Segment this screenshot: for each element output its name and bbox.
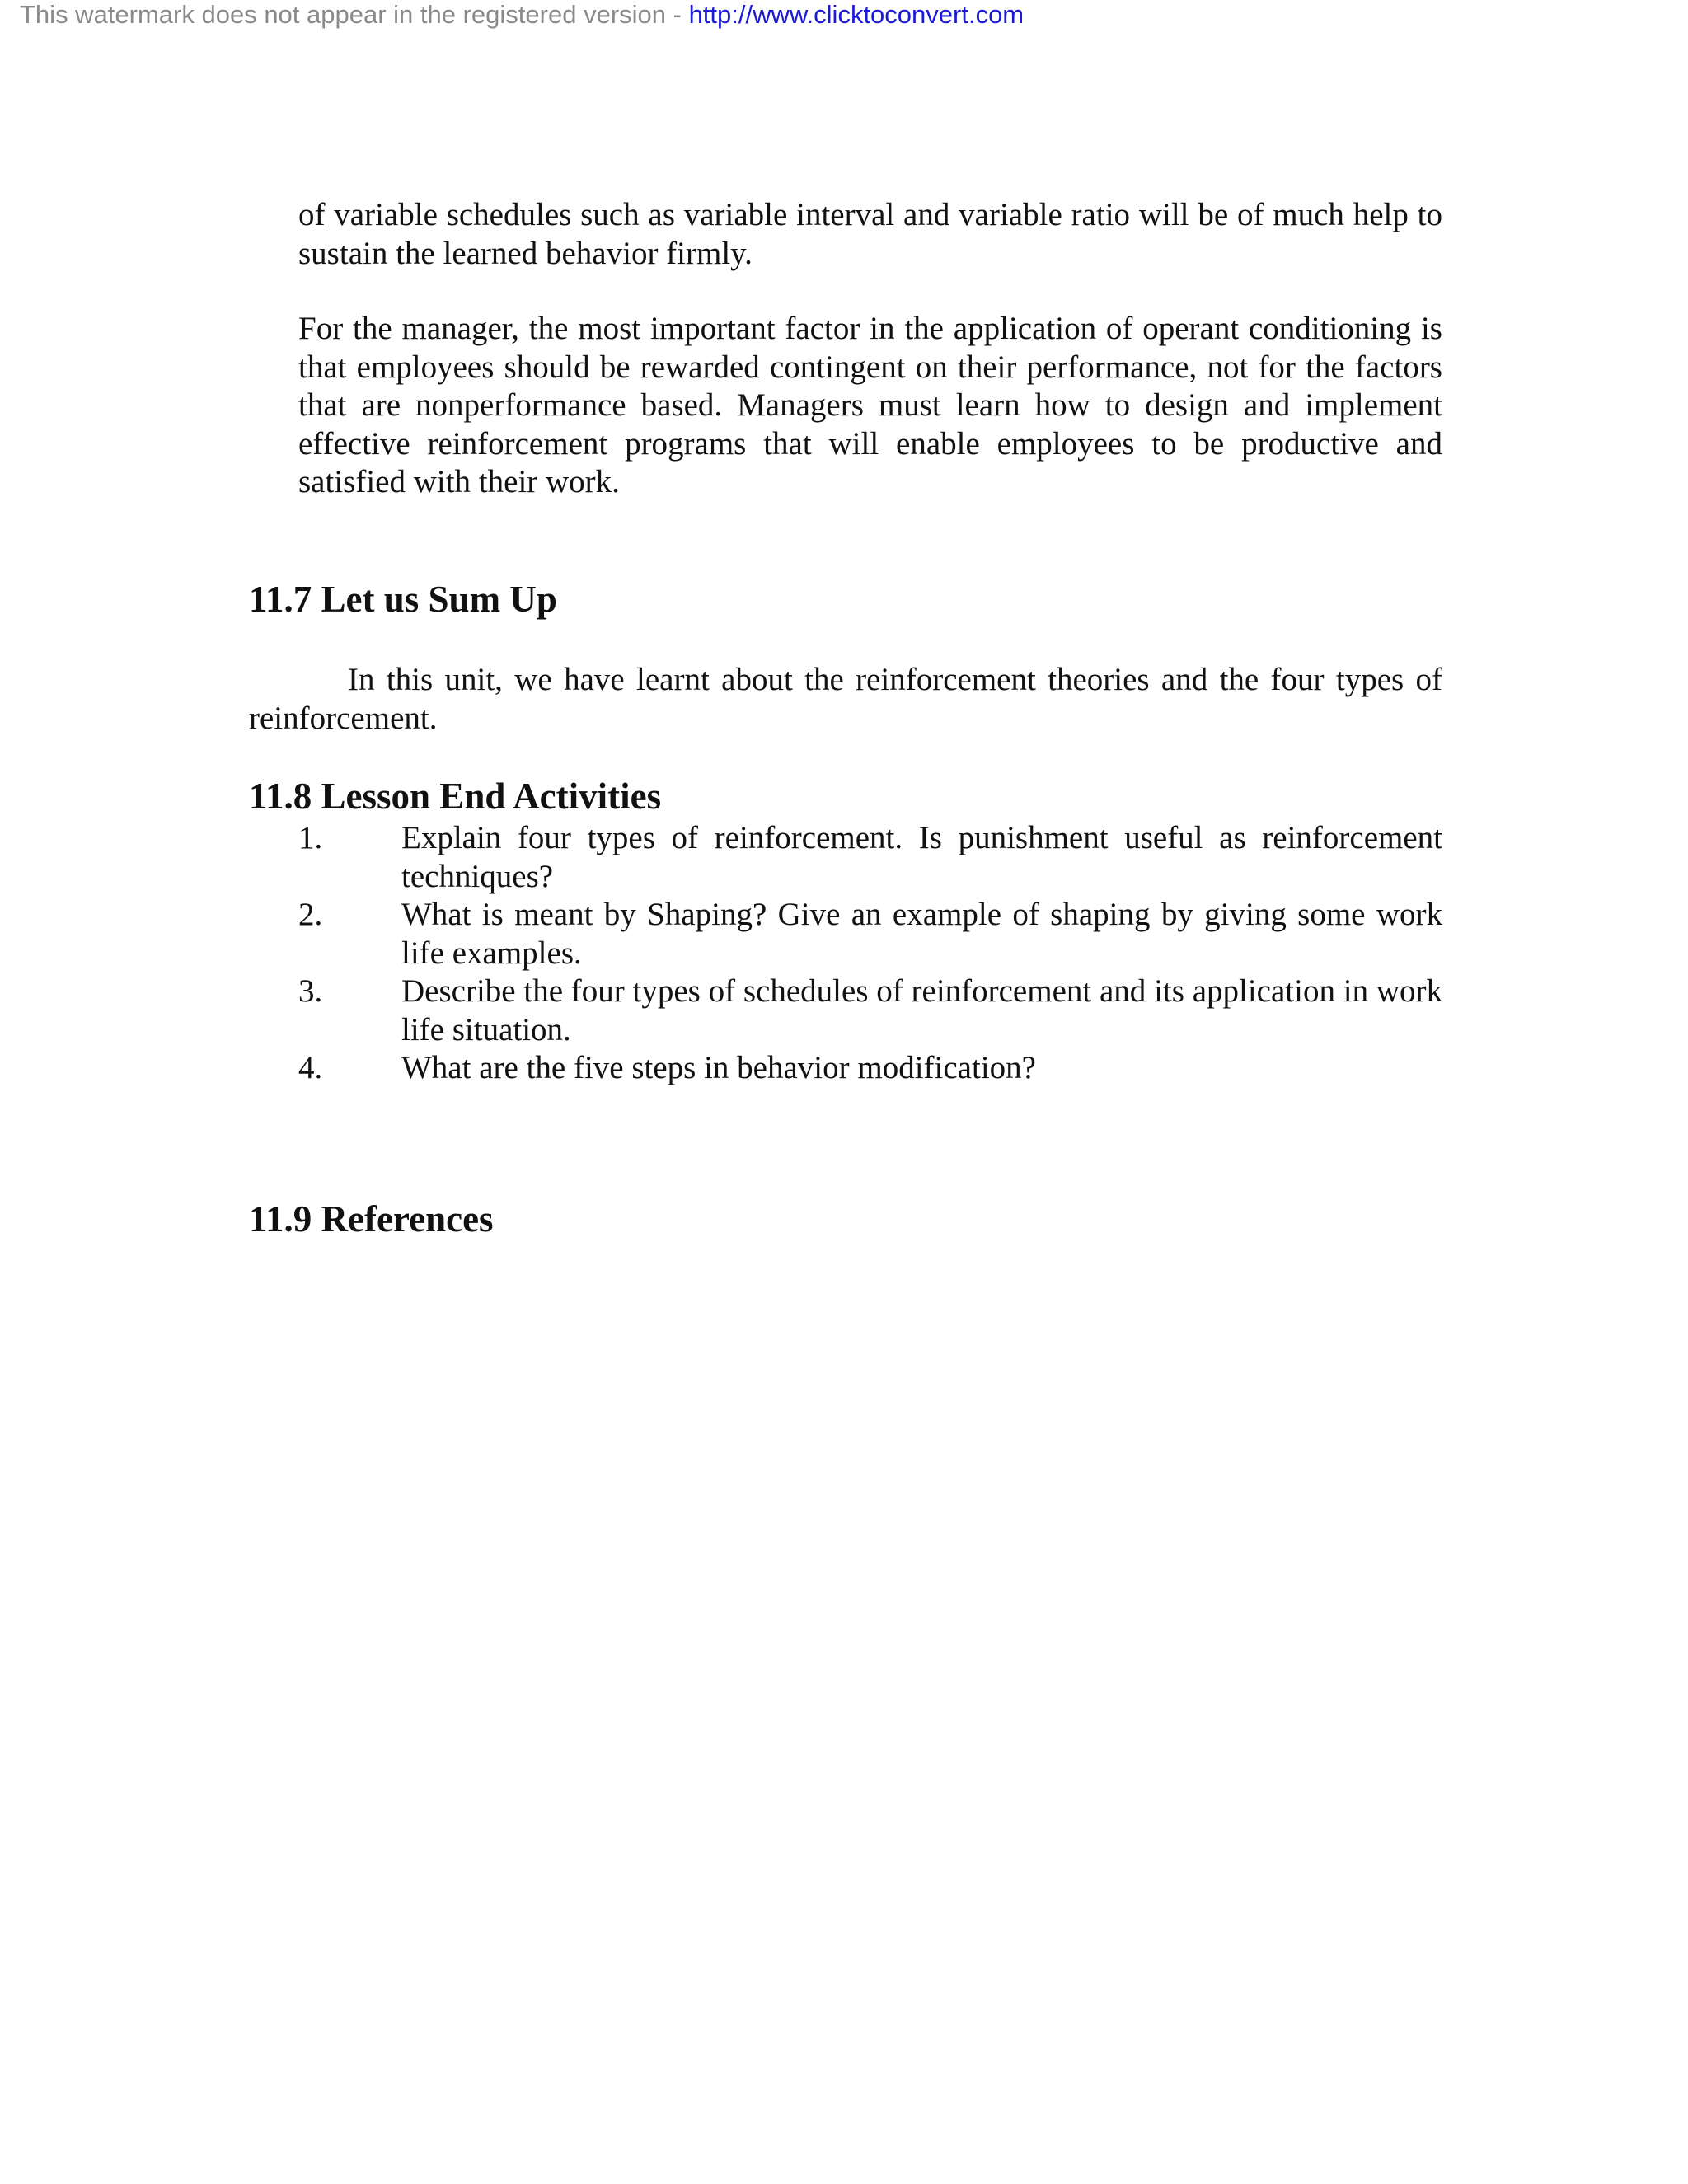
activity-number: 2. [298, 897, 323, 932]
activities-list [298, 819, 1442, 1088]
activity-item [298, 1049, 1442, 1088]
section-heading-sum-up: 11.7 Let us Sum Up [249, 579, 557, 620]
body-paragraph-manager: For the manager, the most important factor in the application of operant conditioning is that employees should be rewarded contingent on their performance, not for the factors that are nonperformance based. Managers must learn how to design and implement effective reinforcement programs that will enable employees to be productive and satisfied with their work. [298, 311, 1442, 499]
activity-number: 3. [298, 973, 323, 1009]
activity-item [298, 972, 1442, 1049]
section-heading-references: 11.9 References [249, 1198, 494, 1240]
body-paragraph-variable-schedules: of variable schedules such as variable interval and variable ratio will be of much help to sustain the learned behavior firmly. [298, 197, 1442, 271]
sum-up-paragraph: In this unit, we have learnt about the reinforcement theories and the four types of reinforcement. [249, 662, 1442, 736]
section-heading-activities: 11.8 Lesson End Activities [249, 776, 662, 817]
activity-number: 1. [298, 820, 323, 855]
activity-item [298, 896, 1442, 972]
activity-item [298, 819, 1442, 896]
activity-text: What are the five steps in behavior modification? [401, 1050, 1036, 1085]
watermark-text: This watermark does not appear in the registered version - [20, 0, 689, 29]
activity-text: Describe the four types of schedules of reinforcement and its application in work life situation. [401, 973, 1442, 1047]
activity-text: What is meant by Shaping? Give an example of shaping by giving some work life examples. [401, 897, 1442, 971]
activity-text: Explain four types of reinforcement. Is punishment useful as reinforcement techniques? [401, 820, 1442, 894]
watermark-link[interactable]: http://www.clicktoconvert.com [688, 0, 1025, 29]
activity-number: 4. [298, 1050, 323, 1085]
